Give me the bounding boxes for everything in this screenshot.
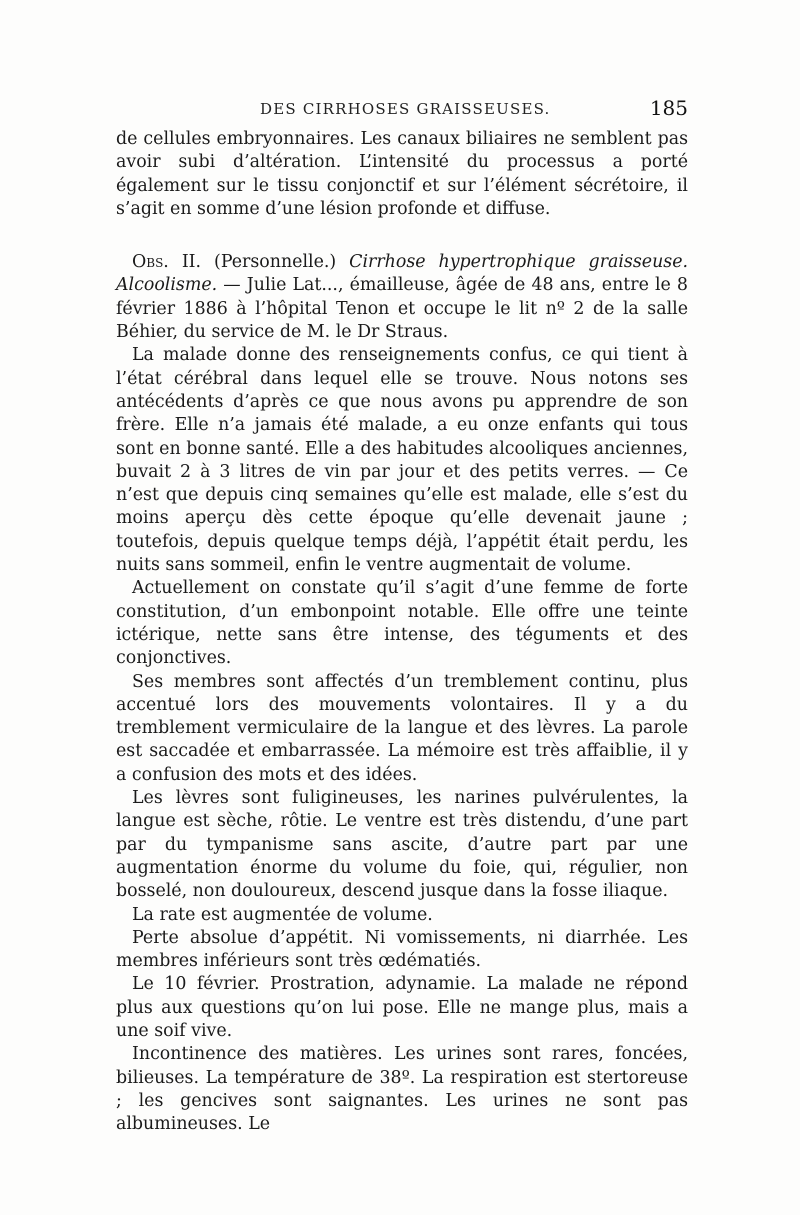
paragraph-spleen: La rate est augmentée de volume. [132, 904, 433, 925]
paragraph-abdomen: Les lèvres sont fuligineuses, les narines pulvérulentes, la langue est sèche, rôtie. Le ventre est très distendu, d’une part par du tympanisme sans ascite, d’autre part par une augmentation énorme du volume du foie, qui, régulier, non bosselé, non douloureux, descend jusque dans la fosse iliaque. [116, 788, 688, 902]
paragraph-february-10: Le 10 février. Prostration, adynamie. La malade ne répond plus aux questions qu’on lui pose. Elle ne mange plus, mais a une soif vive. [116, 974, 688, 1041]
running-title: DES CIRRHOSES GRAISSEUSES. [260, 100, 551, 118]
paragraph-constitution: Actuellement on constate qu’il s’agit d’une femme de forte constitution, d’un embonpoint notable. Elle offre une teinte ictérique, nette sans être intense, des téguments et des conjonctives. [116, 578, 688, 669]
paragraph-incontinence: Incontinence des matières. Les urines sont rares, foncées, bilieuses. La température de 38º. La respiration est stertoreuse ; les gencives sont saignantes. Les urines ne sont pas albumineuses. Le [116, 1044, 688, 1135]
page-number: 185 [649, 96, 688, 120]
observation-intro: — Julie Lat..., émailleuse, âgée de 48 ans, entre le 8 février 1886 à l’hôpital Tenon et occupe le lit nº 2 de la salle Béhier, du service de M. le Dr Straus. [116, 275, 689, 343]
observation-heading-paragraph [116, 251, 688, 344]
paragraph-appetite: Perte absolue d’appétit. Ni vomissements, ni diarrhée. Les membres inférieurs sont très œdématiés. [116, 927, 688, 972]
page-header [118, 98, 688, 124]
paragraph-continuation: de cellules embryonnaires. Les canaux biliaires ne semblent pas avoir subi d’altération. L’intensité du processus a porté également sur le tissu conjonctif et sur l’élément sécrétoire, il s’agit en somme d’une lésion profonde et diffuse. [116, 129, 688, 219]
observation-title: Cirrhose hypertrophique graisseuse. Alcoolisme. [116, 252, 689, 296]
observation-label: Obs. [132, 252, 169, 273]
paragraph-tremor: Ses membres sont affectés d’un tremblement continu, plus accentué lors des mouvements volontaires. Il y a du tremblement vermiculaire de la langue et des lèvres. La parole est saccadée et embarrassée. La mémoire est très affaiblie, il y a confusion des mots et des idées. [116, 671, 688, 785]
paragraph-history: La malade donne des renseignements confus, ce qui tient à l’état cérébral dans lequel elle se trouve. Nous notons ses antécédents d’après ce que nous avons pu apprendre de son frère. Elle n’a jamais été malade, a eu onze enfants qui tous sont en bonne santé. Elle a des habitudes alcooliques anciennes, buvait 2 à 3 litres de vin par jour et des petits verres. — Ce n’est que depuis cinq semaines qu’elle est malade, elle s’est du moins aperçu dès cette époque qu’elle devenait jaune ; toutefois, depuis quelque temps déjà, l’appétit était perdu, les nuits sans sommeil, enfin le ventre augmentait de volume. [116, 345, 688, 576]
body-text [116, 128, 688, 1136]
observation-number: II. (Personnelle.) [181, 252, 337, 273]
